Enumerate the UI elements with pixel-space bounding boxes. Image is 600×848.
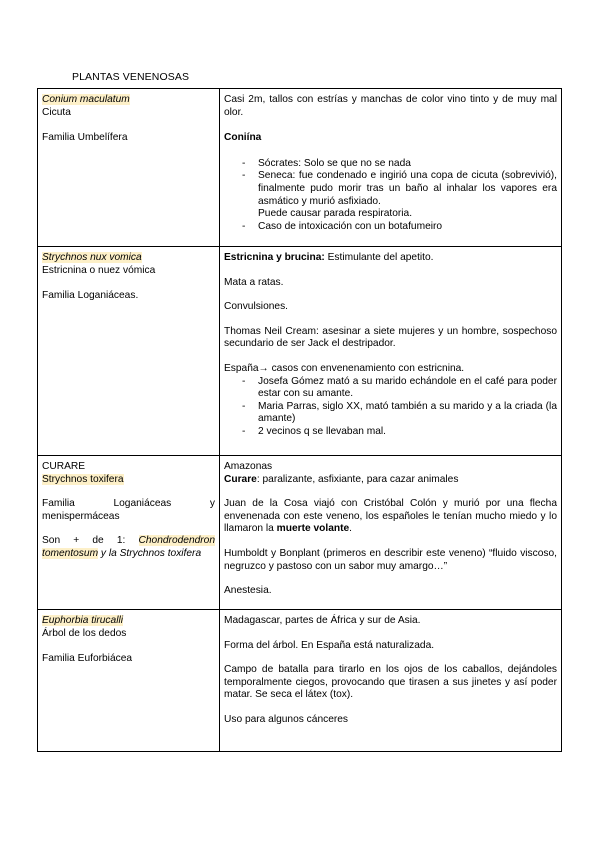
related-mid: y la [98,547,120,559]
related-species [42,535,215,560]
curare-label: Curare [224,473,257,485]
table-row [38,247,562,456]
plant-name: CURARE [42,461,86,472]
list-item: - 2 vecinos q se llevaban mal. [242,426,557,439]
family-name: Familia Euforbiácea [42,653,133,665]
common-name: Estricnina o nuez vómica [42,264,156,276]
document-title: PLANTAS VENENOSAS [72,71,190,83]
common-name: Árbol de los dedos [42,627,127,639]
family-name: Familia Loganiáceas. [42,290,139,302]
family-name [42,498,215,523]
scientific-name: Strychnos nux vomica [42,252,142,263]
list-item: - Caso de intoxicación con un botafumeiro [242,221,557,234]
related-prefix: Son + de 1: [42,535,139,547]
paragraph-end: . [349,523,352,535]
paragraph: Anestesia. [224,585,272,597]
common-name: Cicuta [42,106,71,118]
scientific-name: Conium maculatum [42,94,130,105]
paragraph [224,498,557,536]
description-cell [220,610,562,752]
scientific-name: Chondrodendron tomentosum [42,535,215,559]
table-row [38,89,562,247]
paragraph: Amazonas [224,461,273,472]
scientific-name: Strychnos toxifera [42,473,124,485]
paragraph: Humboldt y Bonplant (primeros en describir este veneno) “fluido viscoso, negruzco y pastoso con un sabor muy amargo…” [224,547,557,572]
table-row [38,456,562,610]
bullet-note: Puede causar parada respiratoria. [258,208,413,220]
bullet-list [224,221,557,234]
curare-text: : paralizante, asfixiante, para cazar animales [256,473,459,485]
plant-cell [38,610,220,752]
list-item: - Sócrates: Solo se que no se nada [242,158,557,171]
list-item: - Maria Parras, siglo XX, mató también a su marido y a la criada (la amante) [242,401,557,426]
emphasis-text: muerte volante [276,523,350,535]
scientific-name: Strychnos toxifera [119,547,202,559]
table-row [38,610,562,752]
paragraph: Campo de batalla para tirarlo en los ojos de los caballos, dejándoles temporalmente ciegos, provocando que tirasen a sus jinetes y así poder matar. Se seca el látex (tox). [224,664,557,701]
paragraph: Forma del árbol. En España está naturalizada. [224,639,435,651]
description-text: Casi 2m, tallos con estrías y manchas de color vino tinto y de muy mal olor. [224,94,557,118]
section-heading: Coniína [224,132,262,144]
paragraph: España→ casos con envenenamiento con estricnina. [224,362,465,374]
plant-cell [38,247,220,456]
section-heading: Estricnina y brucina: [224,252,325,263]
description-cell [220,89,562,247]
family-text: Familia Loganiáceas y menispermáceas [42,498,215,522]
heading-text: Estimulante del apetito. [324,252,434,263]
plant-cell [38,456,220,610]
description-cell [220,247,562,456]
paragraph: Madagascar, partes de África y sur de Asia. [224,615,421,626]
list-item: - Seneca: fue condenado e ingirió una copa de cicuta (sobrevivió), finalmente pudo morir tras un baño al inhalar los vapores era asmático y murió asfixiado. [242,170,557,208]
family-name: Familia Umbelífera [42,132,128,144]
description-cell [220,456,562,610]
paragraph: Uso para algunos cánceres [224,713,349,725]
plants-table [37,88,562,752]
paragraph: Thomas Neil Cream: asesinar a siete mujeres y un hombre, sospechoso secundario de ser Jack el destripador. [224,325,557,350]
paragraph-text: Juan de la Cosa viajó con Cristóbal Colón y murió por una flecha envenenada con este veneno, los españoles le tenían mucho miedo y lo llamaron la [224,498,557,535]
paragraph: Convulsiones. [224,301,288,313]
scientific-name: Euphorbia tirucalli [42,615,123,626]
paragraph: Mata a ratas. [224,276,284,288]
plant-cell [38,89,220,247]
bullet-list [224,376,557,439]
list-item: - Josefa Gómez mató a su marido echándole en el café para poder estar con su amante. [242,376,557,401]
bullet-list [224,158,557,208]
